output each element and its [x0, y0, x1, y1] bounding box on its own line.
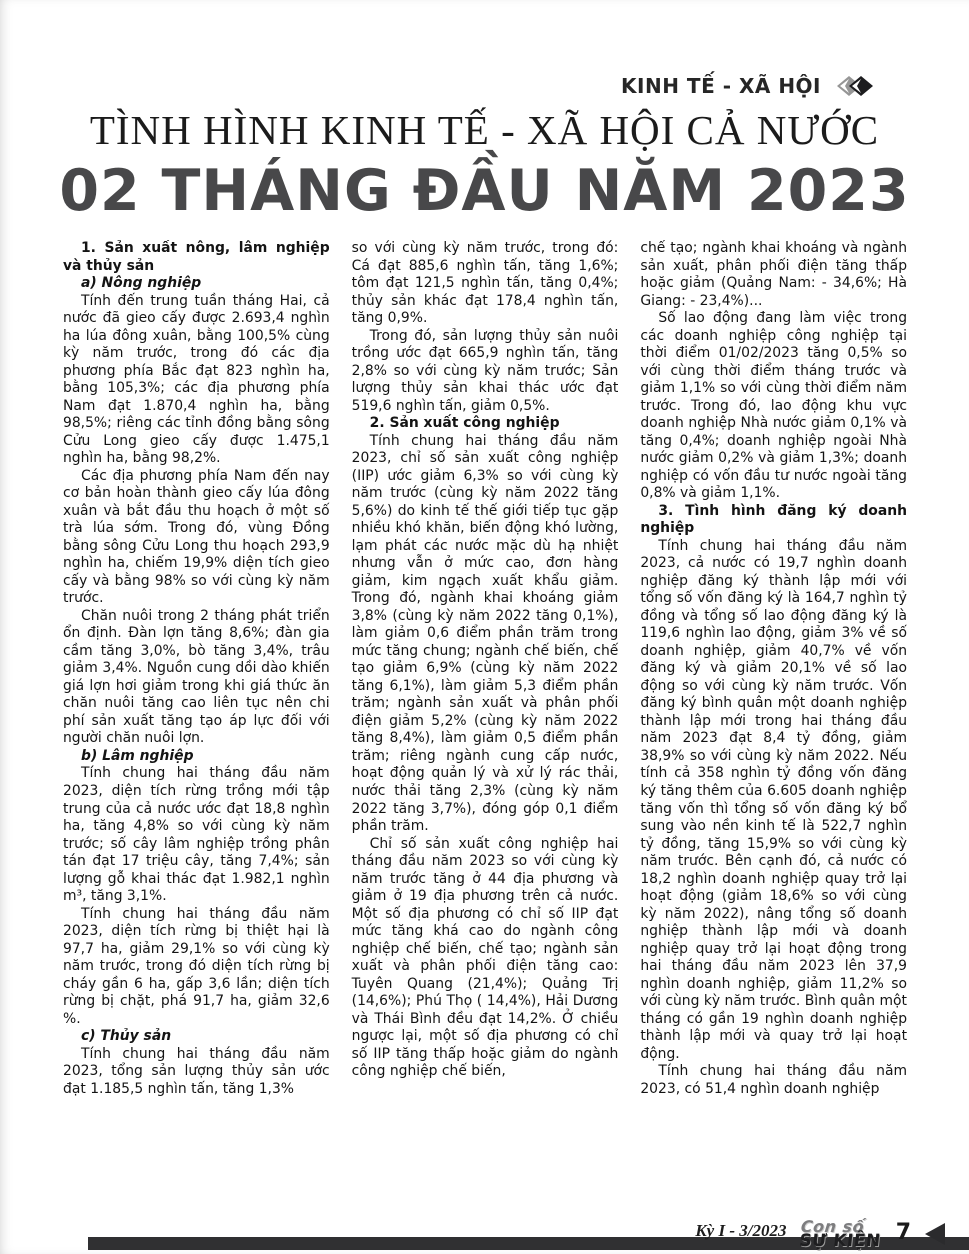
paragraph: Tính chung hai tháng đầu năm 2023, diện tích rừng trồng mới tập trung của cả nước ước đạt 18,8 nghìn ha, tăng 4,8% so với cùng kỳ năm trước; số cây lâm nghiệp trồng phân tán đạt 17 triệu cây, tăng 7,4%; sản lượng gỗ khai thác đạt 1.982,1 nghìn m³, tăng 3,1%.: [63, 765, 330, 905]
double-diamond-icon: [831, 74, 877, 98]
subsection-a-heading: a) Nông nghiệp: [81, 275, 202, 292]
page-header: [621, 74, 877, 98]
paragraph: Chỉ số sản xuất công nghiệp hai tháng đầu năm 2023 so với cùng kỳ năm trước tăng ở 44 địa phương và giảm ở 19 địa phương trên cả nước. Một số địa phương có chỉ số IIP đạt mức tăng khá cao do ngành công nghiệp chế biến, chế tạo; ngành sản xuất và phân phối điện tăng cao: Tuyên Quang (21,4%); Quảng Trị (14,6%); Phú Thọ ( 14,4%), Hải Dương và Thái Bình đều đạt 14,2%. Ở chiều ngược lại, một số địa phương có chỉ số IIP tăng thấp hoặc giảm do ngành công nghiệp chế biến,: [351, 835, 619, 1080]
paragraph: Tính chung hai tháng đầu năm 2023, diện tích rừng bị thiệt hại là 97,7 ha, giảm 29,1% so với cùng kỳ năm trước, trong đó diện tích rừng bị cháy gần 6 ha, gấp 3,6 lần; diện tích rừng bị chặt, phá 91,7 ha, giảm 32,6 %.: [63, 905, 330, 1027]
magazine-logo: [799, 1219, 884, 1252]
article-title: TÌNH HÌNH KINH TẾ - XÃ HỘI CẢ NƯỚC: [89, 107, 880, 153]
magazine-logo-bottom: SỰ KIỆN: [798, 1231, 883, 1251]
section-heading-2: 2. Sản xuất công nghiệp: [369, 415, 560, 432]
paragraph: Trong đó, sản lượng thủy sản nuôi trồng ước đạt 665,9 nghìn tấn, tăng 2,8% so với cùng kỳ năm trước; Sản lượng thủy sản khai thác ước đạt 519,6 nghìn tấn, giảm 0,5%.: [351, 327, 619, 414]
left-arrow-icon: [925, 1223, 945, 1245]
paragraph: Tính chung hai tháng đầu năm 2023, cả nước có 19,7 nghìn doanh nghiệp đăng ký thành lập mới với tổng số vốn đăng ký là 164,7 nghìn tỷ đồng và tổng số lao động đăng ký là 119,6 nghìn lao động, giảm 3% về số doanh nghiệp, giảm 40,7% về vốn đăng ký và giảm 20,1% về số lao động so với cùng kỳ năm trước. Vốn đăng ký bình quân một doanh nghiệp thành lập mới trong hai tháng đầu năm 2023 đạt 8,4 tỷ đồng, giảm 38,9% so với cùng kỳ năm 2022. Nếu tính cả 358 nghìn tỷ đồng vốn đăng ký tăng thêm của 6.605 doanh nghiệp tăng vốn thì tổng số vốn đăng ký bổ sung vào nền kinh tế là 522,7 nghìn tỷ đồng, tăng 15,9% so với cùng kỳ năm trước. Bên cạnh đó, cả nước có 18,2 nghìn doanh nghiệp quay trở lại hoạt động (giảm 18,6% so với cùng kỳ năm 2022), nâng tổng số doanh nghiệp thành lập mới và doanh nghiệp quay trở lại hoạt động trong hai tháng đầu năm 2023 lên 37,9 nghìn doanh nghiệp, giảm 11,2% so với cùng kỳ năm trước. Bình quân một tháng có gần 19 nghìn doanh nghiệp thành lập mới và quay trở lại hoạt động.: [640, 537, 907, 1062]
section-heading-3: 3. Tình hình đăng ký doanh nghiệp: [640, 502, 907, 537]
page-number: 7: [895, 1220, 911, 1245]
paragraph: Tính chung hai tháng đầu năm 2023, có 51,4 nghìn doanh nghiệp: [640, 1063, 907, 1097]
paragraph-continued: so với cùng kỳ năm trước, trong đó: Cá đạt 885,6 nghìn tấn, tăng 1,6%; tôm đạt 121,5 nghìn tấn, tăng 0,4%; thủy sản khác đạt 178,4 nghìn tấn, tăng 0,9%.: [351, 240, 619, 327]
article-title-block: [0, 106, 969, 224]
magazine-logo-top: Con số: [800, 1217, 866, 1236]
section-heading-1: 1. Sản xuất nông, lâm nghiệp và thủy sản: [63, 240, 330, 274]
column-2: [352, 240, 619, 1218]
paragraph: Tính chung hai tháng đầu năm 2023, chỉ số sản xuất công nghiệp (IIP) ước giảm 6,3% so với cùng kỳ năm trước (cùng kỳ năm 2022 tăng 5,6%) do kinh tế thế giới tiếp tục gặp nhiều khó khăn, biến động khó lường, lạm phát các nước mặc dù hạ nhiệt nhưng vẫn ở mức cao, đơn hàng giảm, kim ngạch xuất khẩu giảm. Trong đó, ngành khai khoáng giảm 3,8% (cùng kỳ năm 2022 tăng 0,1%), làm giảm 0,6 điểm phần trăm trong mức tăng chung; ngành chế biến, chế tạo giảm 6,9% (cùng kỳ năm 2022 tăng 6,1%), làm giảm 5,3 điểm phần trăm; ngành sản xuất và phân phối điện giảm 5,2% (cùng kỳ năm 2022 tăng 8,4%), làm giảm 0,5 điểm phần trăm; riêng ngành cung cấp nước, hoạt động quản lý và xử lý rác thải, nước thải tăng 2,3% (cùng kỳ năm 2022 tăng 3,7%), đóng góp 0,1 điểm phần trăm.: [351, 432, 619, 835]
paragraph: Các địa phương phía Nam đến nay cơ bản hoàn thành gieo cấy lúa đông xuân và bắt đầu thu hoạch ở một số trà lúa sớm. Trong đó, vùng Đồng bằng sông Cửu Long thu hoạch 293,9 nghìn ha, chiếm 19,9% diện tích gieo cấy và bằng 98% so với cùng kỳ năm trước.: [63, 467, 330, 607]
paragraph: Chăn nuôi trong 2 tháng phát triển ổn định. Đàn lợn tăng 8,6%; đàn gia cầm tăng 3,0%, bò tăng 3,4%, trâu giảm 3,4%. Nguồn cung dồi dào khiến giá lợn hơi giảm trong khi giá thức ăn chăn nuôi tăng cao liên tục nên chi phí sản xuất tăng tạo áp lực đối với người chăn nuôi lợn.: [63, 607, 330, 747]
column-3: [640, 240, 907, 1218]
paragraph: Số lao động đang làm việc trong các doanh nghiệp công nghiệp tại thời điểm 01/02/2023 tăng 0,5% so với cùng thời điểm tháng trước và giảm 1,1% so với cùng thời điểm năm trước. Trong đó, lao động khu vực doanh nghiệp Nhà nước giảm 0,1% và tăng 0,4%; doanh nghiệp ngoài Nhà nước giảm 0,2% và giảm 1,3%; doanh nghiệp có vốn đầu tư nước ngoài tăng 0,8% và giảm 1,1%.: [640, 310, 907, 502]
subsection-b-heading: b) Lâm nghiệp: [81, 747, 194, 764]
section-label: KINH TẾ - XÃ HỘI: [621, 74, 821, 98]
issue-label: Kỳ I - 3/2023: [695, 1220, 787, 1240]
paragraph-continued: chế tạo; ngành khai khoáng và ngành sản xuất, phân phối điện tăng thấp hoặc giảm (Quảng Nam: - 34,6%; Hà Giang: - 23,4%)...: [640, 240, 907, 309]
article-subtitle: 02 THÁNG ĐẦU NĂM 2023: [59, 158, 910, 224]
page-footer: [695, 1219, 945, 1252]
subsection-c-heading: c) Thủy sản: [81, 1028, 172, 1045]
paragraph: Tính đến trung tuần tháng Hai, cả nước đã gieo cấy được 2.693,4 nghìn ha lúa đông xuân, bằng 100,5% cùng kỳ năm trước, trong đó các địa phương phía Bắc đạt 823 nghìn ha, bằng 105,3%; các địa phương phía Nam đạt 1.870,4 nghìn ha, bằng 98,5%; riêng các tỉnh đồng bằng sông Cửu Long gieo cấy được 1.475,1 nghìn ha, bằng 98,2%.: [63, 292, 330, 467]
article-body: [63, 240, 907, 1218]
paragraph: Tính chung hai tháng đầu năm 2023, tổng sản lượng thủy sản ước đạt 1.185,5 nghìn tấn, tăng 1,3%: [63, 1045, 330, 1097]
column-1: [63, 240, 330, 1218]
